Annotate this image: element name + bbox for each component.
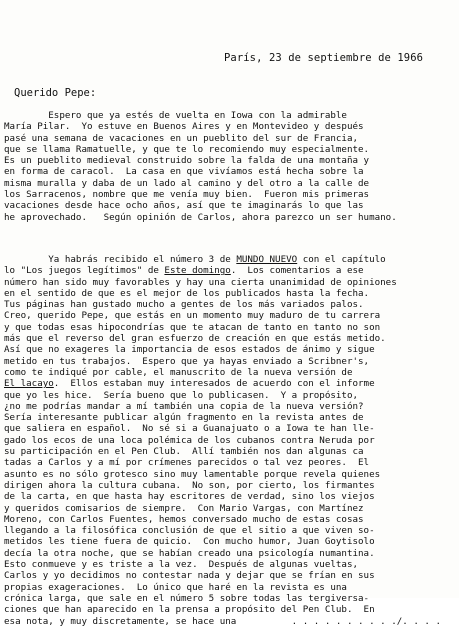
text-line <box>4 200 459 211</box>
text-line <box>4 333 459 344</box>
text-segment: en el sentido de que es el mejor de los publicados hasta la fecha. <box>4 287 370 299</box>
text-line <box>4 593 459 604</box>
text-line <box>4 480 459 491</box>
text-line <box>4 570 459 581</box>
text-line <box>4 536 459 547</box>
text-segment: misma muralla y daba de un lado al camino y del otro a la calle de <box>4 177 370 189</box>
text-segment: . Los comentarios a ese <box>230 265 364 277</box>
text-line <box>4 412 459 423</box>
text-line <box>4 178 459 189</box>
text-line <box>4 423 459 434</box>
underlined-text: El lacayo <box>4 378 54 390</box>
text-segment: decía la otra noche, que se habían creado una psicología numantina. <box>4 547 375 559</box>
text-line <box>4 310 459 321</box>
text-segment: que se llama Ramatuelle, y que te lo recomiendo muy especialmente. <box>4 143 370 155</box>
text-segment: más que el reverso del gran esfuerzo de creación en que estás metido. <box>4 333 386 345</box>
text-segment: Carlos y yo decidimos no contestar nada y dejar que se frían en sus <box>4 570 375 582</box>
text-line <box>4 110 459 121</box>
underlined-text: MUNDO NUEVO <box>236 254 298 265</box>
text-segment: vacaciones desde hace ocho años, así que te imaginarás lo que las <box>4 200 364 212</box>
text-line <box>4 322 459 333</box>
text-segment: crónica larga, que sale en el número 5 sobre todas las tergiversa- <box>4 592 370 604</box>
text-segment: metidos les tiene fuera de quicio. Con mucho humor, Juan Goytisolo <box>4 536 375 548</box>
text-segment: gado los ecos de una loca polémica de los cubanos contra Neruda por <box>4 434 375 446</box>
text-segment: y queridos comisarios de siempre. Con Mario Vargas, con Martínez <box>4 502 364 514</box>
text-segment: número han sido muy favorables y hay una cierta unanimidad de opiniones <box>4 276 397 288</box>
text-line <box>4 457 459 468</box>
text-line <box>4 469 459 480</box>
text-segment: tadas a Carlos y a mí por crímenes parecidos o tal vez peores. El <box>4 457 370 469</box>
text-line <box>4 144 459 155</box>
text-segment: como te indiqué por cable, el manuscrito de la nueva versión de <box>4 366 353 378</box>
text-segment: llegando a la filosófica conclusión de que el sitio a que viven so- <box>4 525 375 537</box>
text-segment: Creo, querido Pepe, que estás en un momento muy maduro de tu carrera <box>4 310 381 322</box>
text-line <box>4 189 459 200</box>
text-line <box>4 491 459 502</box>
letter-paragraph-2 <box>4 254 459 627</box>
text-segment: de la carta, en que hasta hay escritores de verdad, sino los viejos <box>4 491 375 503</box>
text-line <box>4 559 459 570</box>
text-line <box>4 525 459 536</box>
text-segment: Así que no exageres la importancia de esos estados de ánimo y sigue <box>4 344 375 356</box>
text-line <box>4 155 459 166</box>
text-line <box>4 254 459 265</box>
letter-salutation: Querido Pepe: <box>14 87 97 99</box>
text-line <box>4 604 459 615</box>
text-line <box>4 299 459 310</box>
text-line <box>4 548 459 559</box>
text-segment: he aprovechado. Según opinión de Carlos, ahora parezco un ser humano. <box>4 211 397 223</box>
text-line <box>4 582 459 593</box>
text-line <box>4 277 459 288</box>
text-segment: lo "Los juegos legítimos" de <box>4 265 165 277</box>
text-line <box>4 616 459 627</box>
text-line <box>4 503 459 514</box>
text-line <box>4 446 459 457</box>
text-segment: metido en tus trabajos. Espero que ya hayas enviado a Scribner's, <box>4 355 370 367</box>
text-segment: Ya habrás recibido el número 3 de <box>4 254 237 265</box>
text-line <box>4 344 459 355</box>
text-segment: Es un pueblito medieval construido sobre la falda de una montaña y <box>4 155 370 167</box>
text-line <box>4 133 459 144</box>
text-line <box>4 121 459 132</box>
text-segment: pasé una semana de vacaciones en un pueblito del sur de Francia, <box>4 132 359 144</box>
text-line <box>4 435 459 446</box>
text-segment: ciones que han aparecido en la prensa a propósito del Pen Club. En <box>4 604 375 616</box>
text-line <box>4 378 459 389</box>
text-segment: María Pilar. Yo estuve en Buenos Aires y en Montevideo y después <box>4 121 364 133</box>
text-segment: Sería interesante publicar algún fragmento en la revista antes de <box>4 412 364 424</box>
text-segment: en forma de caracol. La casa en que vivíamos está hecha sobre la <box>4 166 364 178</box>
text-line <box>4 401 459 412</box>
text-segment: que yo les hice. Sería bueno que lo publicasen. Y a propósito, <box>4 389 359 401</box>
text-segment: los Sarracenos, nombre que me venía muy bien. Fueron mis primeras <box>4 189 370 201</box>
text-line <box>4 212 459 223</box>
text-segment: . Ellos estaban muy interesados de acuerdo con el informe <box>53 378 375 390</box>
text-segment: dirigen ahora la cultura cubana. No son, por cierto, los firmantes <box>4 479 375 491</box>
text-line <box>4 166 459 177</box>
letter-date: París, 23 de septiembre de 1966 <box>224 52 424 64</box>
text-segment: Espero que ya estés de vuelta en Iowa con la admirable <box>4 110 347 121</box>
text-segment: Moreno, con Carlos Fuentes, hemos conversado mucho de estas cosas <box>4 513 364 525</box>
text-line <box>4 288 459 299</box>
text-segment: con el capítulo <box>297 254 386 265</box>
text-line <box>4 265 459 276</box>
text-segment: y que todas esas hipocondrías que te atacan de tanto en tanto no son <box>4 321 381 333</box>
text-line <box>4 367 459 378</box>
underlined-text: Este domingo <box>164 265 231 277</box>
text-line <box>4 514 459 525</box>
text-segment: asunto es no sólo grotesco sino muy lamentable porque revela quienes <box>4 468 381 480</box>
letter-paragraph-1 <box>4 110 459 223</box>
text-segment: Esto conmueve y es triste a la vez. Después de algunas vueltas, <box>4 559 359 571</box>
text-segment: esa nota, y muy discretamente, se hace una . . . . . . . . . ./. . . . <box>4 615 441 627</box>
text-segment: propias exageraciones. Lo único que haré en la revista es una <box>4 581 347 593</box>
text-segment: su participación en el Pen Club. Allí también nos dan algunas ca <box>4 446 364 458</box>
text-segment: ¿no me podrías mandar a mí también una copia de la nueva versión? <box>4 400 364 412</box>
text-segment: Tus páginas han gustado mucho a gentes de los más variados palos. <box>4 299 364 311</box>
text-line <box>4 390 459 401</box>
text-segment: que saliera en español. No sé si a Guanajuato o a Iowa te han lle- <box>4 423 375 435</box>
text-line <box>4 356 459 367</box>
